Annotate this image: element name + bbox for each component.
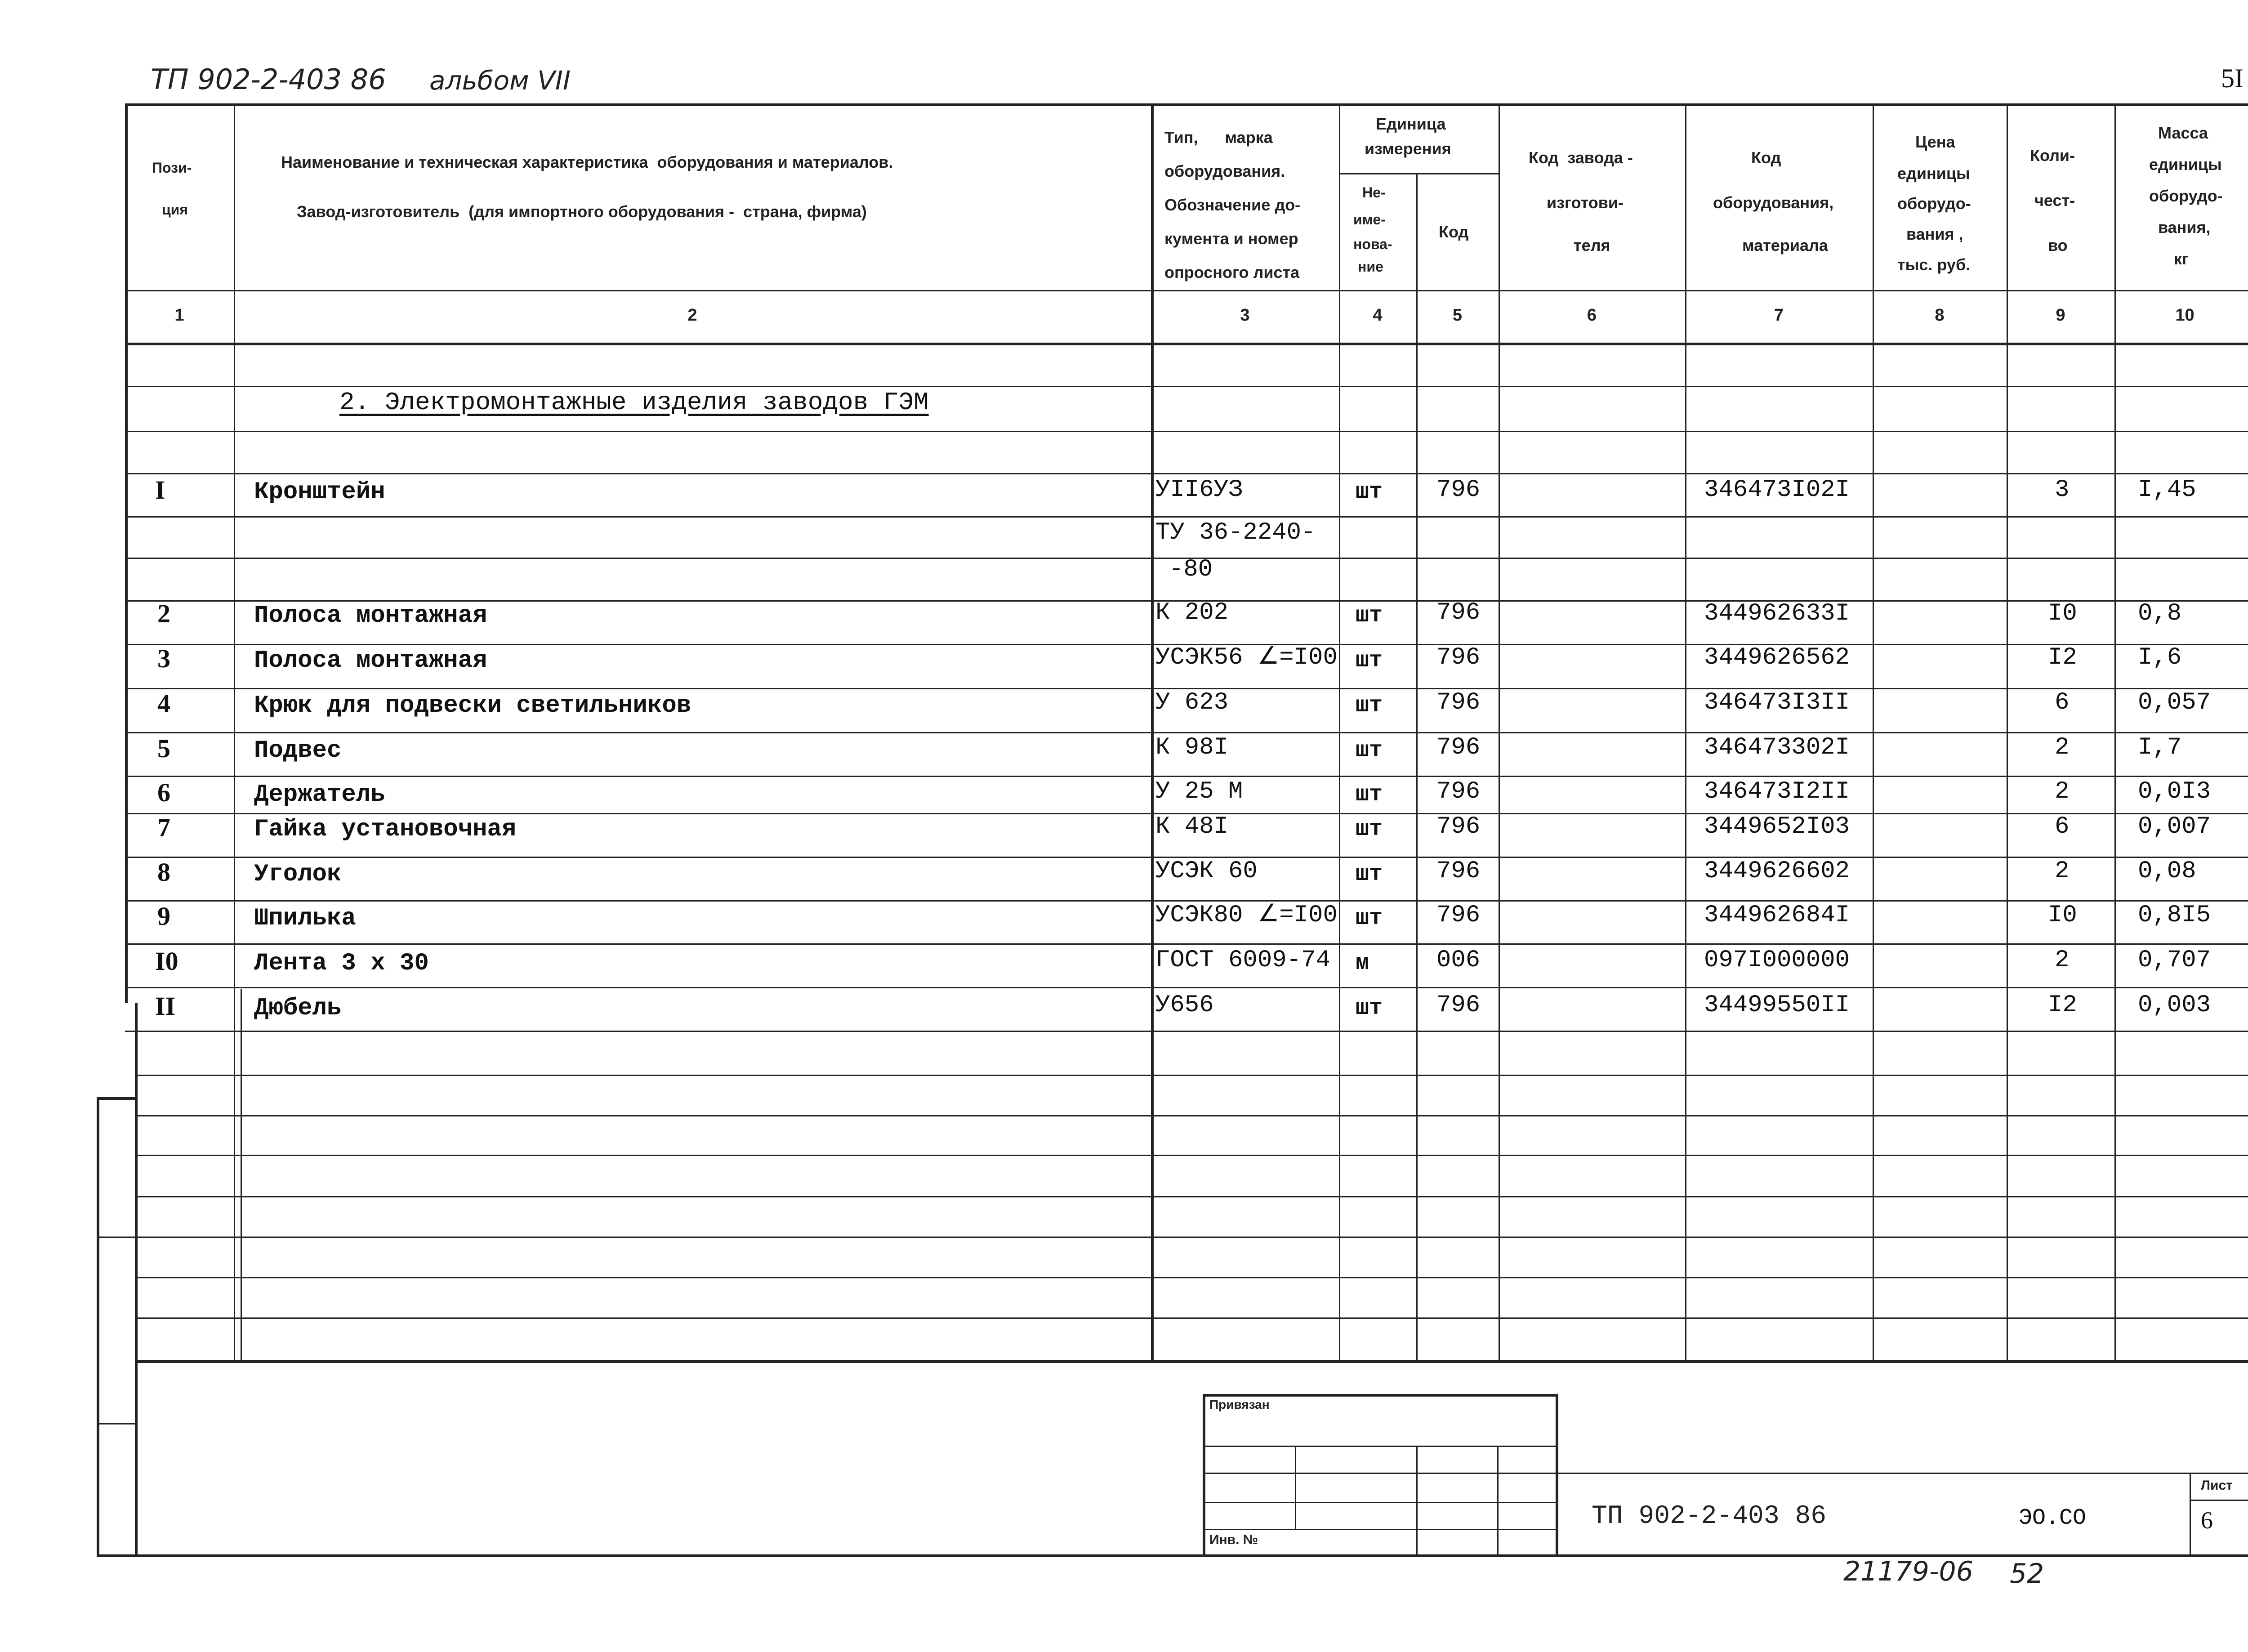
row-mass: I,6	[2138, 644, 2182, 671]
row-unit-code: 796	[1436, 689, 1481, 716]
row-unit: шт	[1356, 996, 1383, 1021]
title-doc-suffix: ЭО.СО	[2019, 1505, 2087, 1531]
row-pos: 8	[157, 857, 170, 887]
row-type: УСЭК80 ∠=I00	[1155, 902, 1338, 929]
row-unit-code: 796	[1436, 991, 1481, 1019]
row-item-code: 3449626602	[1704, 857, 1850, 885]
row-type: УСЭК56 ∠=I00	[1155, 644, 1338, 671]
col-header-type-l2: оборудования.	[1164, 162, 1285, 180]
row-type: УII6УЗ	[1155, 476, 1243, 504]
row-mass: I,7	[2138, 734, 2182, 761]
row-pos: I	[155, 475, 165, 505]
col-header-qty-l1: Коли-	[2030, 146, 2075, 165]
col-header-name-line2: Завод-изготовитель (для импортного оборудования - страна, фирма)	[297, 202, 867, 221]
col-header-type-l5: опросного листа	[1164, 263, 1300, 281]
row-unit-code: 796	[1436, 857, 1481, 885]
col-header-qty-l2: чест-	[2034, 191, 2075, 210]
row-unit: шт	[1356, 738, 1383, 763]
col-header-type-l3: Обозначение до-	[1164, 196, 1301, 214]
row-name: Подвес	[254, 737, 342, 764]
row-name: Держатель	[254, 781, 385, 808]
album-label: альбом VII	[429, 65, 571, 96]
section-title: 2. Электромонтажные изделия заводов ГЭМ	[339, 388, 929, 417]
row-unit-code: 796	[1436, 644, 1481, 671]
row-unit: шт	[1356, 479, 1383, 505]
row-item-code: 346473I2II	[1704, 778, 1850, 805]
title-doc-code: ТП 902-2-403 86	[1592, 1502, 1827, 1531]
col-num-3: 3	[1240, 306, 1250, 325]
row-pos: II	[155, 991, 176, 1021]
col-header-price-l1: Цена	[1915, 133, 1955, 151]
col-header-unit-name-l2: име-	[1353, 211, 1386, 228]
row-type: К 202	[1155, 599, 1229, 626]
col-header-type-l1: Тип, марка	[1164, 128, 1273, 147]
row-mass: I,45	[2138, 476, 2196, 504]
row-qty: 2	[2055, 947, 2070, 974]
row-type: У 623	[1155, 689, 1229, 716]
row-qty: I0	[2048, 600, 2077, 627]
row-qty: 2	[2055, 734, 2070, 761]
col-header-pos: Пози-	[152, 160, 192, 176]
sheet-number: 6	[2201, 1507, 2213, 1534]
row-mass: 0,007	[2138, 813, 2211, 840]
row-unit: м	[1356, 951, 1369, 976]
row-item-code: 344962684I	[1704, 902, 1850, 929]
privyazan-label: Привязан	[1209, 1398, 1270, 1411]
row-qty: 2	[2055, 857, 2070, 885]
row-mass: 0,8I5	[2138, 902, 2211, 929]
col-header-price-l4: вания ,	[1906, 225, 1963, 243]
row-name: Гайка установочная	[254, 816, 517, 843]
row-type: К 98I	[1155, 734, 1229, 761]
row-qty: 6	[2055, 813, 2070, 840]
col-header-mass-l2: единицы	[2149, 155, 2222, 174]
row-unit-code: 796	[1436, 902, 1481, 929]
row-item-code: 344962633I	[1704, 600, 1850, 627]
col-header-mass-l3: оборудо-	[2149, 187, 2223, 205]
col-num-9: 9	[2056, 306, 2065, 325]
col-header-unit-name-l1: Не-	[1362, 184, 1386, 201]
row-name: Крюк для подвески светильников	[254, 692, 691, 719]
col-header-price-l3: оборудо-	[1897, 194, 1971, 213]
row-item-code: 346473I02I	[1704, 476, 1850, 504]
row-unit: шт	[1356, 603, 1383, 629]
col-header-unit-name-l3: нова-	[1353, 236, 1392, 252]
row-mass: 0,057	[2138, 689, 2211, 716]
row-pos: 7	[157, 813, 170, 842]
col-num-4: 4	[1373, 306, 1383, 325]
row-qty: 6	[2055, 689, 2070, 716]
row-pos: 9	[157, 902, 170, 931]
row-name: Уголок	[254, 861, 342, 888]
row-unit: шт	[1356, 693, 1383, 719]
col-header-pos-2: ция	[162, 201, 188, 218]
row-item-code: 346473I3II	[1704, 689, 1850, 716]
row-unit: шт	[1356, 817, 1383, 842]
row-type: УСЭК 60	[1155, 857, 1258, 885]
row-item-code: 346473302I	[1704, 734, 1850, 761]
row-mass: 0,707	[2138, 947, 2211, 974]
row-qty: I2	[2048, 991, 2077, 1019]
row-qty: 2	[2055, 778, 2070, 805]
row-unit: шт	[1356, 782, 1383, 808]
page-number: 5I	[2221, 63, 2244, 93]
col-header-plant-l3: теля	[1574, 236, 1610, 254]
col-header-item-l1: Код	[1751, 148, 1781, 167]
row-name: Лента 3 х 30	[254, 950, 429, 977]
col-header-plant-l2: изготови-	[1547, 193, 1624, 212]
bottom-note-page: 52	[2010, 1558, 2044, 1589]
col-header-item-l2: оборудования,	[1713, 193, 1834, 212]
row-pos: 3	[157, 644, 170, 673]
col-num-7: 7	[1774, 306, 1784, 325]
row-item-code: 3449626562	[1704, 644, 1850, 671]
unit-group-l2: измерения	[1365, 139, 1451, 158]
unit-group-l1: Единица	[1376, 115, 1446, 133]
col-header-mass-l5: кг	[2174, 250, 2189, 268]
row-name: Полоса монтажная	[254, 647, 487, 674]
inv-label: Инв. №	[1209, 1532, 1258, 1547]
row-pos: 4	[157, 689, 170, 718]
row-pos: 5	[157, 734, 170, 763]
row-unit-code: 006	[1436, 947, 1481, 974]
row-type: У656	[1155, 991, 1214, 1019]
col-num-1: 1	[174, 306, 184, 325]
row-pos: 2	[157, 599, 170, 628]
row-unit-code: 796	[1436, 476, 1481, 504]
row-name: Полоса монтажная	[254, 602, 487, 630]
row-type: ГОСТ 6009-74	[1155, 947, 1330, 974]
row-item-code: 34499550II	[1704, 991, 1850, 1019]
row-qty: 3	[2055, 476, 2070, 504]
col-header-mass-l4: вания,	[2158, 218, 2211, 237]
row-unit: шт	[1356, 862, 1383, 887]
row-qty: I0	[2048, 902, 2077, 929]
row-type: У 25 М	[1155, 778, 1243, 805]
col-header-item-l3: материала	[1742, 236, 1828, 254]
row-unit: шт	[1356, 648, 1383, 674]
col-num-8: 8	[1935, 306, 1945, 325]
row-name: Шпилька	[254, 905, 356, 932]
row-mass: 0,003	[2138, 991, 2211, 1019]
row-mass: 0,8	[2138, 600, 2182, 627]
row-name: Дюбель	[254, 995, 342, 1022]
row-qty: I2	[2048, 644, 2077, 671]
row-unit-code: 796	[1436, 599, 1481, 626]
row-name: Кронштейн	[254, 478, 385, 506]
row-mass: 0,0I3	[2138, 778, 2211, 805]
row-type: ТУ 36-2240-	[1155, 519, 1316, 546]
col-num-5: 5	[1452, 306, 1463, 325]
col-header-price-l2: единицы	[1897, 164, 1970, 183]
row-unit-code: 796	[1436, 734, 1481, 761]
col-header-unit-name-l4: ние	[1358, 259, 1383, 275]
row-type: -80	[1169, 556, 1213, 583]
col-header-type-l4: кумента и номер	[1164, 229, 1298, 248]
doc-header-code: ТП 902-2-403 86	[151, 63, 386, 96]
bottom-note-code: 21179-06	[1843, 1556, 1973, 1587]
row-type: К 48I	[1155, 813, 1229, 840]
row-unit-code: 796	[1436, 778, 1481, 805]
row-unit-code: 796	[1436, 813, 1481, 840]
row-unit: шт	[1356, 906, 1383, 931]
col-num-6: 6	[1587, 306, 1597, 325]
col-num-2: 2	[687, 306, 697, 325]
col-num-10: 10	[2175, 306, 2194, 325]
row-mass: 0,08	[2138, 857, 2196, 885]
row-item-code: 097I000000	[1704, 947, 1850, 974]
col-header-mass-l1: Масса	[2158, 124, 2208, 142]
col-header-unit-code: Код	[1439, 223, 1469, 241]
col-header-price-l5: тыс. руб.	[1897, 255, 1971, 274]
sheet-label: Лист	[2201, 1478, 2233, 1493]
col-header-qty-l3: во	[2048, 236, 2068, 254]
row-pos: 6	[157, 778, 170, 807]
row-item-code: 3449652I03	[1704, 813, 1850, 840]
col-header-plant-l1: Код завода -	[1529, 148, 1633, 167]
col-header-name-line1: Наименование и техническая характеристика оборудования и материалов.	[281, 153, 893, 171]
row-pos: I0	[155, 947, 178, 976]
